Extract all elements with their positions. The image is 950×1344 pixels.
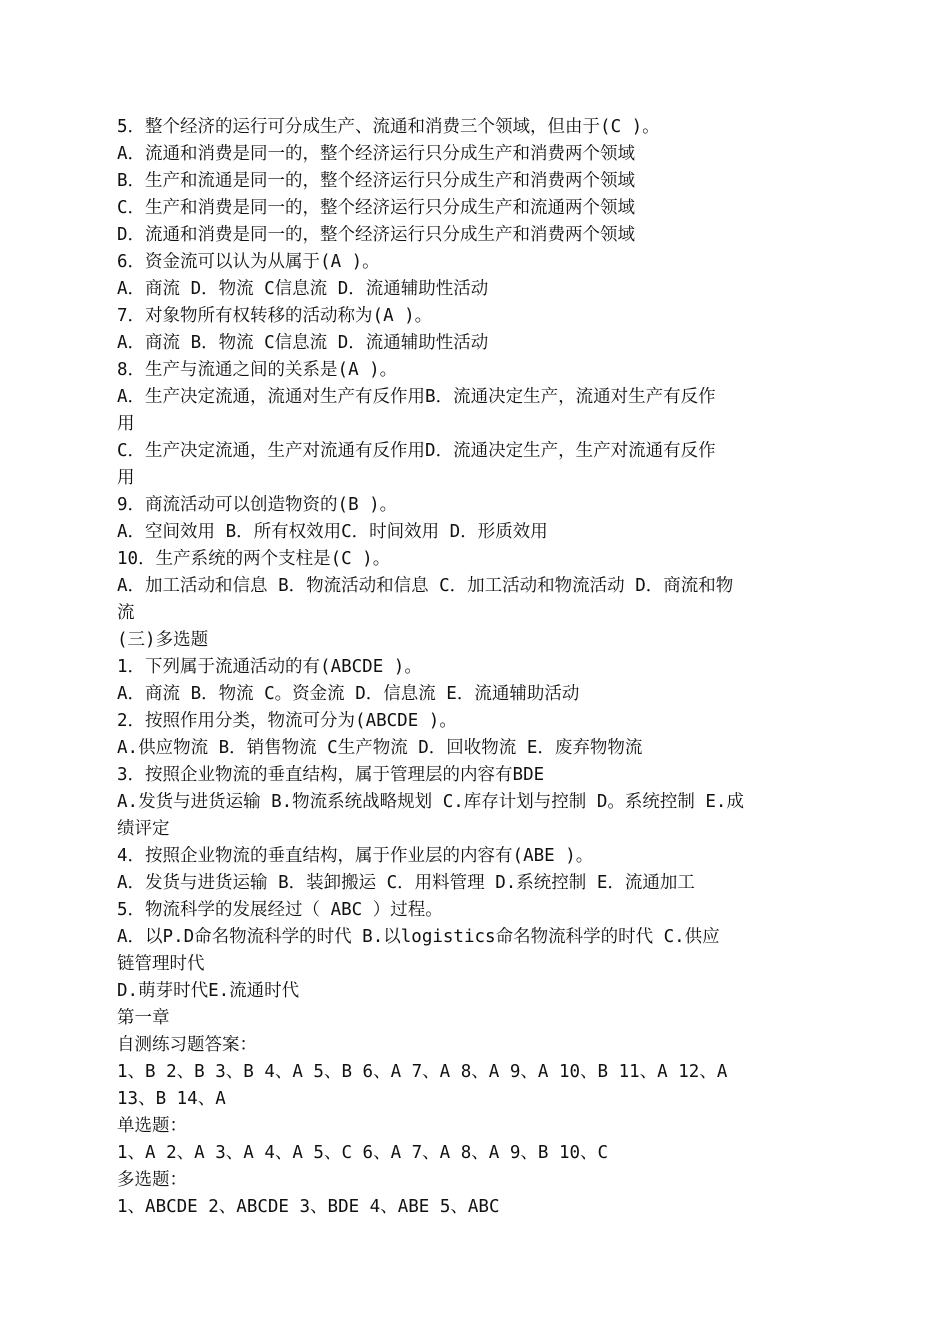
text-line: 8．生产与流通之间的关系是(A )。 bbox=[117, 360, 398, 380]
answer-line: 1、B 2、B 3、B 4、A 5、B 6、A 7、A 8、A 9、A 10、B 11、A 12、A bbox=[117, 1062, 728, 1082]
text-line: 链管理时代 bbox=[117, 954, 205, 974]
text-line: 4．按照企业物流的垂直结构，属于作业层的内容有(ABE )。 bbox=[117, 846, 594, 866]
text-line: 用 bbox=[117, 468, 135, 488]
text-line: A．商流 B．物流 C。资金流 D．信息流 E．流通辅助活动 bbox=[117, 684, 580, 704]
text-line: 绩评定 bbox=[117, 819, 170, 839]
answers-heading: 自测练习题答案： bbox=[117, 1035, 257, 1055]
answer-line: 1、A 2、A 3、A 4、A 5、C 6、A 7、A 8、A 9、B 10、C bbox=[117, 1143, 609, 1163]
answer-line: 13、B 14、A bbox=[117, 1089, 226, 1109]
text-line: 流 bbox=[117, 603, 135, 623]
text-line: D．流通和消费是同一的，整个经济运行只分成生产和消费两个领域 bbox=[117, 225, 636, 245]
answer-line: 1、ABCDE 2、ABCDE 3、BDE 4、ABE 5、ABC bbox=[117, 1197, 500, 1217]
text-line: A．加工活动和信息 B．物流活动和信息 C．加工活动和物流活动 D．商流和物 bbox=[117, 576, 734, 596]
chapter-heading: 第一章 bbox=[117, 1008, 170, 1028]
text-line: 3．按照企业物流的垂直结构，属于管理层的内容有BDE bbox=[117, 765, 545, 785]
text-line: A．商流 D．物流 C信息流 D．流通辅助性活动 bbox=[117, 279, 489, 299]
text-line: 10．生产系统的两个支柱是(C )。 bbox=[117, 549, 391, 569]
text-line: B．生产和流通是同一的，整个经济运行只分成生产和消费两个领域 bbox=[117, 171, 636, 191]
text-line: A．流通和消费是同一的，整个经济运行只分成生产和消费两个领域 bbox=[117, 144, 636, 164]
text-line: 用 bbox=[117, 414, 135, 434]
text-line: A．发货与进货运输 B．装卸搬运 C．用料管理 D.系统控制 E．流通加工 bbox=[117, 873, 695, 893]
answers-subheading: 多选题： bbox=[117, 1170, 187, 1190]
text-line: D.萌芽时代E.流通时代 bbox=[117, 981, 300, 1001]
text-line: C．生产和消费是同一的，整个经济运行只分成生产和流通两个领域 bbox=[117, 198, 636, 218]
text-line: A．以P.D命名物流科学的时代 B.以logistics命名物流科学的时代 C.供应 bbox=[117, 927, 720, 947]
text-line: 2．按照作用分类，物流可分为(ABCDE )。 bbox=[117, 711, 457, 731]
text-line: 7．对象物所有权转移的活动称为(A )。 bbox=[117, 306, 433, 326]
text-line: A．商流 B．物流 C信息流 D．流通辅助性活动 bbox=[117, 333, 489, 353]
text-line: A．空间效用 B．所有权效用C．时间效用 D．形质效用 bbox=[117, 522, 548, 542]
text-line: 6．资金流可以认为从属于(A )。 bbox=[117, 252, 380, 272]
text-line: A.发货与进货运输 B.物流系统战略规划 C.库存计划与控制 D。系统控制 E.成 bbox=[117, 792, 744, 812]
text-line: C．生产决定流通，生产对流通有反作用D．流通决定生产，生产对流通有反作 bbox=[117, 441, 716, 461]
text-line: 1．下列属于流通活动的有(ABCDE )。 bbox=[117, 657, 422, 677]
text-line: 9．商流活动可以创造物资的(B )。 bbox=[117, 495, 398, 515]
text-line: 5．整个经济的运行可分成生产、流通和消费三个领域，但由于(C )。 bbox=[117, 117, 660, 137]
text-line: A．生产决定流通，流通对生产有反作用B．流通决定生产，流通对生产有反作 bbox=[117, 387, 716, 407]
section-heading: (三)多选题 bbox=[117, 630, 209, 650]
text-line: A.供应物流 B．销售物流 C生产物流 D．回收物流 E．废弃物物流 bbox=[117, 738, 643, 758]
answers-subheading: 单选题： bbox=[117, 1116, 187, 1136]
text-line: 5．物流科学的发展经过（ ABC ）过程。 bbox=[117, 900, 443, 920]
document-page bbox=[117, 114, 847, 1221]
